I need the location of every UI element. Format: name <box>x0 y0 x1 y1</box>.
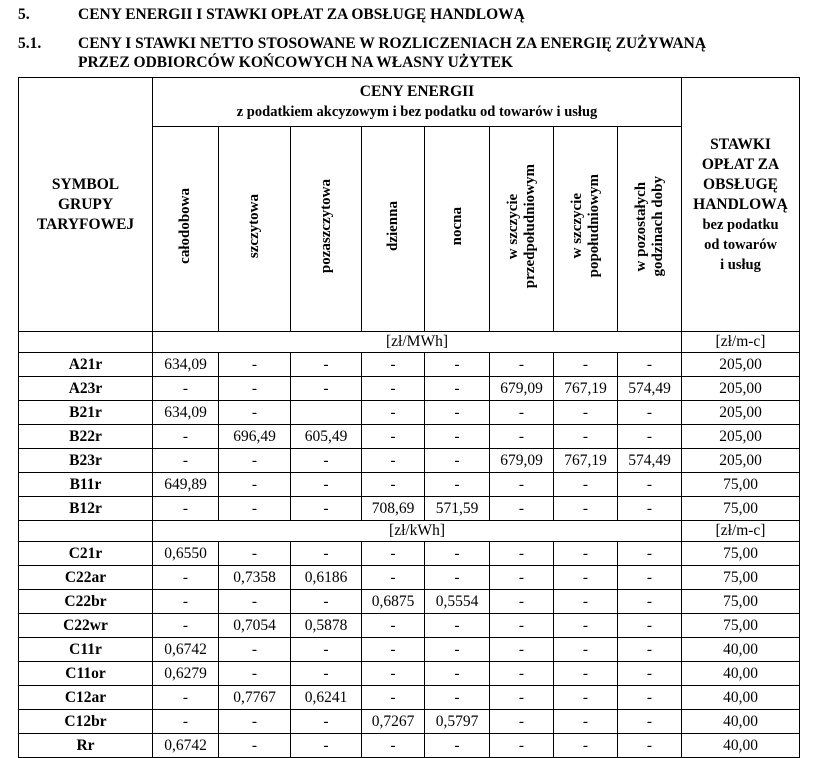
price-cell: - <box>291 497 362 521</box>
price-cell: - <box>618 686 682 710</box>
price-cell: - <box>554 542 618 566</box>
price-cell: - <box>362 401 425 425</box>
price-cell: 0,6742 <box>153 734 219 758</box>
tariff-table <box>18 77 800 758</box>
price-cell: - <box>219 497 291 521</box>
price-cell: 0,6279 <box>153 662 219 686</box>
price-cell: 634,09 <box>153 353 219 377</box>
service-fee-cell: 205,00 <box>682 449 800 473</box>
price-cell: 0,6241 <box>291 686 362 710</box>
price-cell: - <box>425 377 490 401</box>
price-cell: 0,6186 <box>291 566 362 590</box>
price-cell: - <box>490 425 554 449</box>
unit-label-stawki: [zł/m-c] <box>682 332 800 353</box>
price-cell: - <box>219 542 291 566</box>
price-cell: - <box>362 662 425 686</box>
service-fee-cell: 75,00 <box>682 542 800 566</box>
table-row <box>19 473 800 497</box>
price-cell: - <box>490 401 554 425</box>
price-cell: 767,19 <box>554 377 618 401</box>
price-cell: - <box>618 662 682 686</box>
price-cell: - <box>291 353 362 377</box>
price-cell: - <box>425 566 490 590</box>
price-cell: - <box>219 734 291 758</box>
unit-label-stawki: [zł/m-c] <box>682 521 800 542</box>
price-cell: - <box>219 590 291 614</box>
service-fee-cell: 40,00 <box>682 638 800 662</box>
price-cell: 0,6742 <box>153 638 219 662</box>
unit-label: [zł/MWh] <box>153 332 682 353</box>
price-cell: - <box>291 542 362 566</box>
price-cell: - <box>362 449 425 473</box>
price-cell: - <box>291 377 362 401</box>
column-header-0: całodobowa <box>153 127 219 332</box>
price-cell: - <box>618 734 682 758</box>
price-cell: 0,5554 <box>425 590 490 614</box>
column-header-3: dzienna <box>362 127 425 332</box>
price-cell: 574,49 <box>618 377 682 401</box>
price-cell: - <box>618 353 682 377</box>
price-cell: - <box>554 497 618 521</box>
table-row <box>19 590 800 614</box>
table-row <box>19 353 800 377</box>
symbol-group-header: SYMBOL GRUPY TARYFOWEJ <box>19 78 153 332</box>
price-cell: - <box>425 425 490 449</box>
price-cell: - <box>490 542 554 566</box>
price-cell: - <box>219 473 291 497</box>
price-cell: - <box>618 566 682 590</box>
table-row <box>19 449 800 473</box>
tariff-symbol: A23r <box>19 377 153 401</box>
price-cell: - <box>554 566 618 590</box>
price-cell: - <box>490 662 554 686</box>
price-cell: - <box>425 401 490 425</box>
price-cell: - <box>554 425 618 449</box>
table-row <box>19 638 800 662</box>
service-fee-cell: 75,00 <box>682 614 800 638</box>
price-cell: - <box>219 638 291 662</box>
price-cell: - <box>219 449 291 473</box>
price-cell: - <box>554 590 618 614</box>
price-cell: 0,7358 <box>219 566 291 590</box>
unit-row <box>19 332 800 353</box>
price-cell: - <box>425 734 490 758</box>
service-fee-cell: 75,00 <box>682 566 800 590</box>
tariff-symbol: B22r <box>19 425 153 449</box>
service-fee-cell: 75,00 <box>682 473 800 497</box>
tariff-symbol: B23r <box>19 449 153 473</box>
price-cell: - <box>618 473 682 497</box>
price-cell: - <box>554 662 618 686</box>
unit-row <box>19 521 800 542</box>
tariff-symbol: B21r <box>19 401 153 425</box>
section-title: CENY ENERGII I STAWKI OPŁAT ZA OBSŁUGĘ HANDLOWĄ <box>78 6 525 23</box>
price-cell: - <box>362 614 425 638</box>
service-fee-cell: 205,00 <box>682 353 800 377</box>
price-cell: - <box>291 734 362 758</box>
section-number: 5. <box>18 6 30 23</box>
service-fee-cell: 40,00 <box>682 734 800 758</box>
subsection-title-line1: CENY I STAWKI NETTO STOSOWANE W ROZLICZENIACH ZA ENERGIĘ ZUŻYWANĄ <box>78 35 707 52</box>
price-cell: - <box>425 638 490 662</box>
table-row <box>19 662 800 686</box>
price-cell: - <box>618 401 682 425</box>
price-cell: 634,09 <box>153 401 219 425</box>
service-fee-cell: 205,00 <box>682 401 800 425</box>
price-cell: 571,59 <box>425 497 490 521</box>
table-row <box>19 377 800 401</box>
price-cell: - <box>425 353 490 377</box>
price-cell: - <box>425 542 490 566</box>
service-fee-cell: 40,00 <box>682 686 800 710</box>
price-cell: 767,19 <box>554 449 618 473</box>
price-cell: - <box>490 590 554 614</box>
price-cell: 649,89 <box>153 473 219 497</box>
subsection-number: 5.1. <box>18 35 42 52</box>
price-cell: - <box>490 686 554 710</box>
price-cell: - <box>153 566 219 590</box>
table-row <box>19 710 800 734</box>
price-cell: - <box>618 497 682 521</box>
price-cell: - <box>490 473 554 497</box>
price-cell: - <box>425 449 490 473</box>
column-header-6: w szczycie popołudniowym <box>554 127 618 332</box>
price-cell: - <box>153 425 219 449</box>
price-cell: - <box>219 353 291 377</box>
service-fee-cell: 205,00 <box>682 425 800 449</box>
price-cell: - <box>554 686 618 710</box>
tariff-symbol: C11r <box>19 638 153 662</box>
price-cell: - <box>362 566 425 590</box>
price-cell: - <box>554 614 618 638</box>
price-cell: - <box>153 449 219 473</box>
tariff-symbol: C11or <box>19 662 153 686</box>
service-fee-cell: 75,00 <box>682 590 800 614</box>
price-cell: - <box>425 614 490 638</box>
price-cell: - <box>554 638 618 662</box>
price-cell: 696,49 <box>219 425 291 449</box>
price-cell: - <box>153 614 219 638</box>
price-cell: - <box>362 638 425 662</box>
price-cell: - <box>153 377 219 401</box>
price-cell: - <box>291 638 362 662</box>
price-cell: - <box>153 590 219 614</box>
price-cell: - <box>219 401 291 425</box>
price-cell: - <box>554 710 618 734</box>
tariff-symbol: A21r <box>19 353 153 377</box>
table-row <box>19 734 800 758</box>
price-cell: - <box>490 497 554 521</box>
price-cell: - <box>618 425 682 449</box>
price-cell: - <box>490 710 554 734</box>
unit-label: [zł/kWh] <box>153 521 682 542</box>
table-row <box>19 425 800 449</box>
price-cell: 0,5878 <box>291 614 362 638</box>
price-cell: 679,09 <box>490 377 554 401</box>
price-cell: 708,69 <box>362 497 425 521</box>
price-cell: 0,6875 <box>362 590 425 614</box>
price-cell: - <box>362 686 425 710</box>
price-cell: - <box>362 377 425 401</box>
price-cell: - <box>291 710 362 734</box>
price-cell: - <box>425 662 490 686</box>
price-cell: - <box>618 638 682 662</box>
service-fee-cell: 40,00 <box>682 710 800 734</box>
price-cell: - <box>219 662 291 686</box>
service-fee-header: STAWKI OPŁAT ZA OBSŁUGĘ HANDLOWĄ bez podatku od towarów i usług <box>682 78 800 332</box>
tariff-symbol: Rr <box>19 734 153 758</box>
column-header-5: w szczycie przedpołudniowym <box>490 127 554 332</box>
price-cell: - <box>554 353 618 377</box>
column-header-2: pozaszczytowa <box>291 127 362 332</box>
table-row <box>19 614 800 638</box>
price-cell: - <box>554 401 618 425</box>
price-cell: 0,7267 <box>362 710 425 734</box>
price-cell: - <box>490 353 554 377</box>
column-header-1: szczytowa <box>219 127 291 332</box>
price-cell: 574,49 <box>618 449 682 473</box>
tariff-symbol: C21r <box>19 542 153 566</box>
tariff-symbol: C22wr <box>19 614 153 638</box>
tariff-symbol: C12br <box>19 710 153 734</box>
price-cell: - <box>362 734 425 758</box>
tariff-symbol: B12r <box>19 497 153 521</box>
price-cell: - <box>618 614 682 638</box>
price-cell: - <box>291 449 362 473</box>
price-cell: - <box>219 377 291 401</box>
price-cell: - <box>425 686 490 710</box>
price-cell: - <box>362 353 425 377</box>
tariff-symbol: B11r <box>19 473 153 497</box>
price-cell: - <box>362 473 425 497</box>
price-cell: - <box>490 566 554 590</box>
price-cell <box>291 401 362 425</box>
price-cell: - <box>490 614 554 638</box>
price-cell: - <box>153 710 219 734</box>
price-cell: - <box>554 734 618 758</box>
price-cell: - <box>153 497 219 521</box>
price-cell: 0,6550 <box>153 542 219 566</box>
table-row <box>19 542 800 566</box>
column-header-4: nocna <box>425 127 490 332</box>
price-cell: - <box>618 590 682 614</box>
price-cell: - <box>618 710 682 734</box>
energy-prices-header: CENY ENERGII z podatkiem akcyzowym i bez podatku od towarów i usług <box>153 78 682 127</box>
table-row <box>19 686 800 710</box>
price-cell: - <box>153 686 219 710</box>
subsection-title-line2: PRZEZ ODBIORCÓW KOŃCOWYCH NA WŁASNY UŻYTEK <box>78 54 514 71</box>
tariff-symbol: C22br <box>19 590 153 614</box>
price-cell: 679,09 <box>490 449 554 473</box>
price-cell: - <box>291 662 362 686</box>
tariff-symbol: C22ar <box>19 566 153 590</box>
price-cell: - <box>291 590 362 614</box>
price-cell: 0,7054 <box>219 614 291 638</box>
column-header-7: w pozostałych godzinach doby <box>618 127 682 332</box>
service-fee-cell: 75,00 <box>682 497 800 521</box>
table-row <box>19 401 800 425</box>
tariff-symbol: C12ar <box>19 686 153 710</box>
price-cell: - <box>362 542 425 566</box>
price-cell: - <box>291 473 362 497</box>
price-cell: - <box>618 542 682 566</box>
price-cell: - <box>490 638 554 662</box>
price-cell: 0,7767 <box>219 686 291 710</box>
service-fee-cell: 205,00 <box>682 377 800 401</box>
table-row <box>19 566 800 590</box>
price-cell: 0,5797 <box>425 710 490 734</box>
service-fee-cell: 40,00 <box>682 662 800 686</box>
price-cell: - <box>425 473 490 497</box>
price-cell: 605,49 <box>291 425 362 449</box>
price-cell: - <box>554 473 618 497</box>
price-cell: - <box>490 734 554 758</box>
table-row <box>19 497 800 521</box>
price-cell: - <box>362 425 425 449</box>
price-cell: - <box>219 710 291 734</box>
